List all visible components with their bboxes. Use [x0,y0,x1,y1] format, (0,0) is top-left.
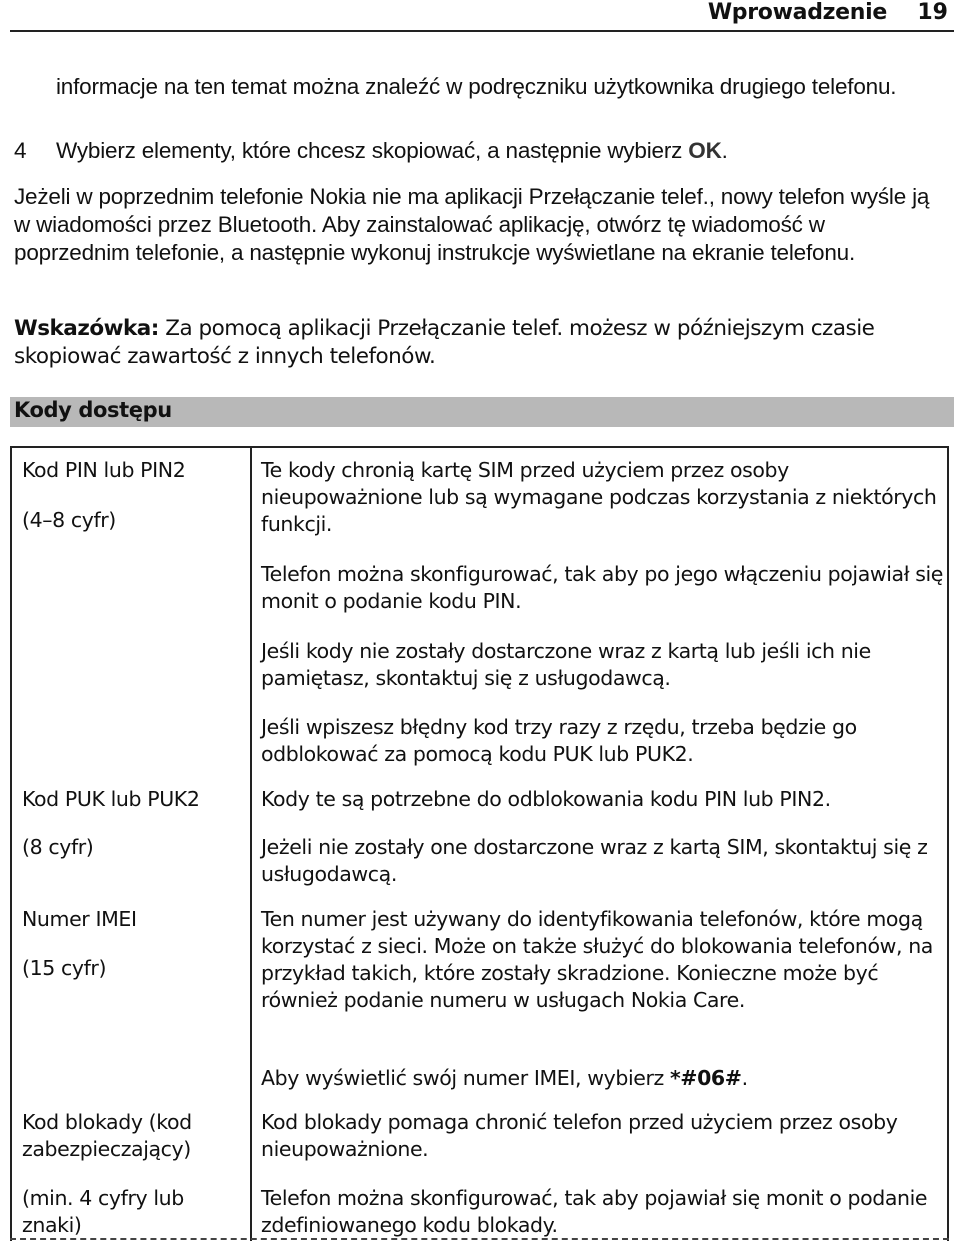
pin-desc-1: Te kody chronią kartę SIM przed użyciem przez osoby nieupoważnione lub są wymagane podczas korzystania z niektórych funkcji. [261,458,937,536]
tip-label: Wskazówka: [14,316,159,341]
tip-text: Za pomocą aplikacji Przełączanie telef. możesz w późniejszym czasie skopiować zawartość z innych telefonów. [14,316,875,369]
step-4 [14,137,944,165]
header-rule [10,30,954,32]
page-number: 19 [917,0,948,25]
imei-code: *#06# [669,1066,742,1090]
ok-label: OK [688,138,722,163]
imei-length: (15 cyfr) [22,956,107,980]
puk-length: (8 cyfr) [22,835,94,859]
lock-length: (min. 4 cyfry lub znaki) [22,1186,184,1237]
lock-name: Kod blokady (kod zabezpieczający) [22,1110,192,1161]
pin-desc-4: Jeśli wpiszesz błędny kod trzy razy z rzędu, trzeba będzie go odblokować za pomocą kodu PUK lub PUK2. [261,715,857,766]
pin-length: (4–8 cyfr) [22,508,116,532]
section-header [10,397,954,427]
puk-name: Kod PUK lub PUK2 [22,787,200,811]
imei-desc-2-text: Aby wyświetlić swój numer IMEI, wybierz [261,1066,670,1090]
tip [14,315,944,371]
pin-name: Kod PIN lub PIN2 [22,458,186,482]
page-header [0,0,960,30]
pin-desc-2: Telefon można skonfigurować, tak aby po jego włączeniu pojawiał się monit o podanie kodu PIN. [261,562,944,613]
access-codes-table [10,446,949,1241]
step-text: Wybierz elementy, które chcesz skopiować, a następnie wybierz [56,138,689,163]
imei-desc-1: Ten numer jest używany do identyfikowania telefonów, które mogą korzystać z sieci. Może on także służyć do blokowania telefonów, na przykład takich, które zostały skradzione. Konieczne może być również podanie numeru w usługach Nokia Care. [261,907,933,1012]
lock-desc-1: Kod blokady pomaga chronić telefon przed użyciem przez osoby nieupoważnione. [261,1110,898,1161]
column-divider [250,448,252,1241]
imei-name: Numer IMEI [22,907,137,931]
section-title: Kody dostępu [14,398,172,422]
chapter-title: Wprowadzenie [707,0,887,25]
intro-continuation: informacje na ten temat można znaleźć w podręczniku użytkownika drugiego telefonu. [56,74,897,99]
page-bottom-rule [10,1238,949,1240]
imei-desc-2 [261,1065,947,1092]
step-number: 4 [14,138,27,163]
imei-desc-2-end: . [741,1066,748,1090]
pin-desc-3: Jeśli kody nie zostały dostarczone wraz z kartą lub jeśli ich nie pamiętasz, skontaktuj się z usługodawcą. [261,639,871,690]
puk-desc-1: Kody te są potrzebne do odblokowania kodu PIN lub PIN2. [261,787,831,811]
puk-desc-2: Jeżeli nie zostały one dostarczone wraz z kartą SIM, skontaktuj się z usługodawcą. [261,835,928,886]
step-end: . [721,138,728,163]
bluetooth-paragraph: Jeżeli w poprzednim telefonie Nokia nie ma aplikacji Przełączanie telef., nowy telefon wyśle ją w wiadomości przez Bluetooth. Aby zainstalować aplikację, otwórz tę wiadomość w poprzednim telefonie, a następnie wykonuj instrukcje wyświetlane na ekranie telefonu. [14,184,930,265]
lock-desc-2: Telefon można skonfigurować, tak aby pojawiał się monit o podanie zdefiniowanego kodu blokady. [261,1186,928,1237]
